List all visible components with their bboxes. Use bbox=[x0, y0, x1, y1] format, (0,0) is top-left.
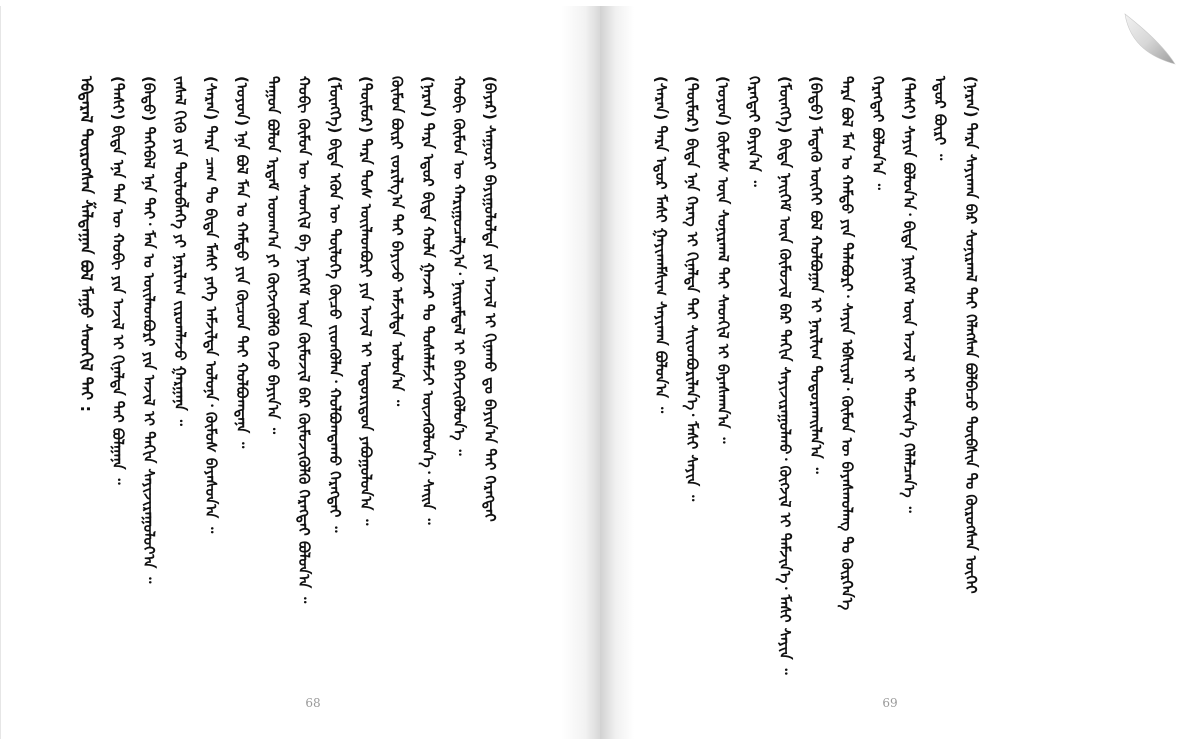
right-page-text-line: (ᠣᠶᠤᠨ) ᠬᠦᠮᠦᠰ ᠦᠨ ᠰᠣᠨᠢᠷᠬᠠᠯ ᠲᠡᠢ ᠰᠡᠳᠬᠢᠯ ᠢ ᠪᠠᠶᠠᠰᠬᠠᠨ᠎ᠠ ᠃ bbox=[714, 76, 732, 444]
left-page-text-line: ᠡᠪᠳᠡᠷᠡᠯ ᠲᠥᠷᠦᠭᠰᠡᠨ ᠱᠠᠯᠲᠠᠭᠠᠨ ᠪᠣᠯ ᠮᠠᠭᠤ ᠰᠡᠳᠬᠢᠯ ᠲᠡᠢ : bbox=[77, 76, 96, 412]
right-page-text-line: (ᠮᠥᠩᠬᠡ) ᠪᠢᠳᠡ ᠨᠡᠢᠭᠡᠮ ᠦᠨ ᠬᠦᠮᠦᠵᠢᠯ ᠪᠠᠷ ᠲᠠᠬᠢᠨ ᠰᠠᠶᠢᠵᠢᠷᠠᠭᠤᠯᠬᠤ᠂ ᠬᠥᠭᠵᠢᠯ ᠢ ᠳᠡᠮᠵᠢᠨ᠎ᠡ᠂ ᠮᠠᠰᠢ ᠰᠠᠶᠢᠨ ᠃ bbox=[776, 76, 794, 675]
left-page-text-line: (ᠣᠶᠤᠨ) ᠡᠨᠡ ᠪᠣᠯ ᠮᠠᠨ ᠤ ᠬᠠᠮᠲᠤ ᠶᠢᠨ ᠬᠦᠴᠦᠨ ᠲᠡᠢ ᠬᠣᠯᠪᠣᠭᠳᠠᠨᠠ ᠃ bbox=[233, 76, 251, 449]
right-page-text-line: (ᠪᠠᠲᠤ) ᠮᠡᠳᠡᠬᠦ ᠦᠭᠡᠢ ᠪᠣᠯ ᠬᠣᠯᠪᠣᠭᠠᠨ ᠢ ᠨᠠᠷᠢᠯᠢᠭ ᠲᠣᠳᠤᠷᠬᠠᠢᠯᠠᠨ᠎ᠠ ᠃ bbox=[807, 76, 825, 474]
left-page-text-line: ᠵᠠᠰᠠᠯ ᠬᠢᠬᠦ ᠶᠢᠨ ᠲᠥᠯᠦᠪᠯᠡᠭᠡ ᠶᠢ ᠨᠠᠷᠢᠯᠢᠭ ᠵᠢᠷᠤᠭᠯᠠᠵᠤ ᠭᠠᠷᠭᠠᠨᠠ ᠃ bbox=[171, 76, 189, 426]
right-page-text-line: (ᠳᠠᠰᠢ) ᠰᠠᠶᠢᠨ ᠪᠣᠯᠤᠨ᠎ᠠ᠂ ᠪᠢᠳᠡ ᠨᠡᠢᠭᠡᠮ ᠦᠨ ᠠᠵᠢᠯ ᠢ ᠳᠡᠮᠵᠢᠨ᠎ᠡ ᠬᠡᠯᠡᠯᠴᠡᠨ᠎ᠡ ᠃ bbox=[900, 76, 918, 513]
left-page-text-line: (ᠳᠠᠰᠢ) ᠪᠢᠳᠡ ᠡᠨᠡ ᠲᠠᠨ ᠦ ᠬᠤᠪᠢ ᠶᠢᠨ ᠠᠵᠢᠯ ᠢ ᠬᠢᠨᠠᠯᠲᠠ ᠲᠠᠢ ᠪᠣᠯᠭᠠᠨᠠ ᠃ bbox=[109, 76, 127, 485]
left-page-text bbox=[71, 76, 561, 636]
right-page-text-line: ᠬᠡᠷᠡᠭᠲᠡᠢ ᠪᠣᠯᠤᠨ᠎ᠠ ᠃ bbox=[869, 76, 887, 190]
left-page bbox=[0, 6, 601, 739]
right-page-text-line: (ᠰᠠᠷᠠᠨ) ᠲᠡᠷᠡ ᠡᠳᠦᠷ ᠮᠠᠰᠢ ᠭᠠᠶᠢᠬᠠᠮᠰᠢᠭ ᠰᠠᠶᠢᠬᠠᠨ ᠪᠣᠯᠤᠨ᠎ᠠ ᠃ bbox=[652, 76, 670, 414]
left-page-text-line: (ᠰᠠᠷᠠᠨ) ᠲᠡᠷᠡ ᠴᠠᠭ ᠲᠤ ᠪᠢᠳᠡ ᠮᠠᠰᠢ ᠶᠡᠬᠡ ᠠᠮᠵᠢᠯᠲᠠ ᠣᠯᠤᠨᠠ᠂ ᠬᠦᠮᠦᠰ ᠪᠠᠶᠠᠰᠤᠨ᠎ᠠ ᠃ bbox=[202, 76, 220, 534]
right-page-lines bbox=[645, 76, 986, 675]
right-page-text-line: ᠬᠡᠷᠡᠭᠲᠡᠢ ᠪᠠᠶᠢᠨ᠎ᠠ ᠃ bbox=[745, 76, 763, 187]
right-page-text bbox=[645, 76, 1115, 675]
left-page-number: 68 bbox=[305, 696, 321, 710]
right-page-number: 69 bbox=[882, 696, 898, 710]
left-page-text-line: (ᠨᠠᠷᠠᠨ) ᠲᠡᠷᠡ ᠡᠳᠦᠷ ᠪᠢᠳᠡ ᠬᠣᠯᠠ ᠭᠠᠵᠠᠷ ᠲᠤ ᠲᠤᠰᠠᠯᠠᠮᠵᠢ ᠦᠵᠡᠭᠦᠯᠦᠨ᠎ᠡ᠂ ᠰᠠᠢᠨ ᠃ bbox=[419, 76, 437, 525]
left-page-text-line: ᠬᠤᠪᠢ ᠬᠦᠮᠦᠨ ᠦ ᠬᠠᠷᠢᠭᠤᠴᠠᠯᠭ᠎ᠠ᠂ ᠨᠠᠢᠷᠠᠮᠳᠠᠯ ᠢ ᠪᠡᠬᠡᠵᠢᠭᠦᠯᠦᠨ᠎ᠡ ᠃ bbox=[450, 76, 468, 456]
right-page-text-line: (ᠲᠥᠮᠥᠷ) ᠪᠢᠳᠡ ᠡᠨᠡ ᠬᠡᠷᠡᠭ ᠢ ᠬᠢᠨᠠᠯᠲᠠ ᠲᠠᠢ ᠰᠢᠢᠳᠪᠦᠷᠢᠯᠡᠨ᠎ᠡ᠂ ᠮᠠᠰᠢ ᠰᠠᠶᠢᠨ ᠃ bbox=[683, 76, 701, 502]
left-page-text-line: (ᠪᠠᠶᠠᠷ) ᠰᠠᠭᠤᠷᠢ ᠪᠠᠶᠢᠭᠤᠯᠤᠯᠲᠠ ᠶᠢᠨ ᠠᠵᠢᠯ ᠢ ᠬᠢᠨᠠᠬᠤ ᠳᠤ ᠪᠠᠶᠢᠨ᠎ᠠ ᠲᠡᠢ ᠬᠡᠷᠡᠭᠲᠡᠢ bbox=[481, 76, 499, 522]
left-page-text-line: ᠬᠦᠮᠦᠨ ᠪᠦᠷᠢ ᠵᠣᠷᠢᠯᠭ᠎ᠠ ᠲᠡᠢ ᠪᠠᠶᠢᠵᠤ ᠠᠮᠵᠢᠯᠲᠠ ᠣᠯᠤᠨ᠎ᠠ ᠃ bbox=[388, 76, 406, 407]
left-page-text-line: (ᠮᠥᠩᠬᠡ) ᠪᠢᠳᠡ ᠡᠭᠦᠨ ᠦ ᠲᠥᠯᠦᠭᠡ ᠬᠦᠴᠦ ᠵᠢᠳᠬᠦᠯᠡᠨ᠂ ᠬᠣᠯᠪᠣᠭᠳᠠᠬᠤ ᠬᠡᠷᠡᠭᠲᠡᠢ ᠃ bbox=[326, 76, 344, 533]
left-page-lines bbox=[71, 76, 505, 636]
right-page bbox=[600, 6, 1197, 739]
left-page-text-line: (ᠪᠠᠲᠤ) ᠲᠡᠭᠡᠪᠡᠯ ᠡᠨᠡ ᠲᠡᠢ᠂ ᠮᠠᠨ ᠤ ᠦᠢᠯᠡᠳᠪᠦᠷᠢ ᠶᠢᠨ ᠠᠵᠢᠯ ᠢ ᠳᠠᠬᠢᠨ ᠰᠠᠶᠢᠵᠢᠷᠠᠭᠤᠯᠤᠶ᠎ᠠ ᠃ bbox=[140, 76, 158, 584]
page-curl-icon[interactable] bbox=[1121, 12, 1177, 68]
left-gutter-shadow bbox=[561, 6, 601, 739]
right-page-text-line: ᠡᠳᠦᠷ ᠪᠦᠷᠢ ᠃ bbox=[931, 76, 949, 161]
left-page-text-line: ᠬᠤᠪᠢ ᠬᠦᠮᠦᠨ ᠦ ᠰᠡᠳᠬᠢᠯ ᠪᠠ ᠨᠡᠢᠭᠡᠮ ᠦᠨ ᠬᠦᠮᠦᠵᠢᠯ ᠪᠠᠷ ᠬᠦᠮᠦᠵᠢᠭᠦᠯᠬᠦ ᠬᠡᠷᠡᠭᠲᠡᠢ ᠪᠣᠯᠤᠨ᠎ᠠ ᠃ bbox=[295, 76, 313, 604]
left-page-text-line: (ᠲᠥᠮᠥᠷ) ᠲᠡᠷᠡ ᠲᠤᠰ ᠦᠢᠯᠡᠳᠪᠦᠷᠢ ᠶᠢᠨ ᠠᠵᠢᠯ ᠢ ᠤᠳᠤᠷᠢᠳᠤᠨ ᠶᠠᠪᠤᠭᠤᠯᠤᠨ᠎ᠠ ᠃ bbox=[357, 76, 375, 526]
left-page-text-line: ᠲᠠᠭᠤᠨ ᠪᠣᠯᠤᠨ ᠡᠷᠳᠡᠮ ᠤᠳᠬ᠎ᠠ ᠶᠢ ᠬᠥᠭᠵᠢᠭᠦᠯᠬᠦ ᠭᠡᠵᠦ ᠪᠠᠶᠢᠨ᠎ᠠ ᠃ bbox=[264, 76, 282, 435]
right-page-text-line: (ᠨᠠᠷᠠᠨ) ᠲᠡᠷᠡ ᠰᠠᠶᠢᠬᠠᠨ ᠪᠡᠷ ᠰᠣᠨᠢᠷᠬᠠᠯ ᠲᠠᠢ ᠬᠡᠯᠡᠭᠰᠡᠨ ᠪᠣᠯᠪᠠᠴᠤ ᠲᠥᠪᠰᠢᠨ ᠲᠤ ᠬᠦᠷᠦᠭᠰᠡᠨ ᠦᠭᠡᠢ bbox=[962, 76, 980, 594]
right-page-text-line: ᠲᠡᠷᠡ ᠪᠣᠯ ᠮᠠᠨ ᠤ ᠬᠠᠮᠲᠤ ᠶᠢᠨ ᠲᠠᠯᠠᠪᠤᠷᠢ᠂ ᠰᠠᠶᠢᠨ ᠡᠪᠰᠢᠶᠡᠯ᠂ ᠬᠦᠮᠦᠨ ᠦ ᠪᠠᠶᠠᠰᠬᠤᠯᠠᠩ ᠲᠤ ᠬᠦᠷᠭᠡᠨ᠎ᠡ bbox=[838, 76, 856, 611]
right-gutter-shadow bbox=[600, 6, 634, 739]
